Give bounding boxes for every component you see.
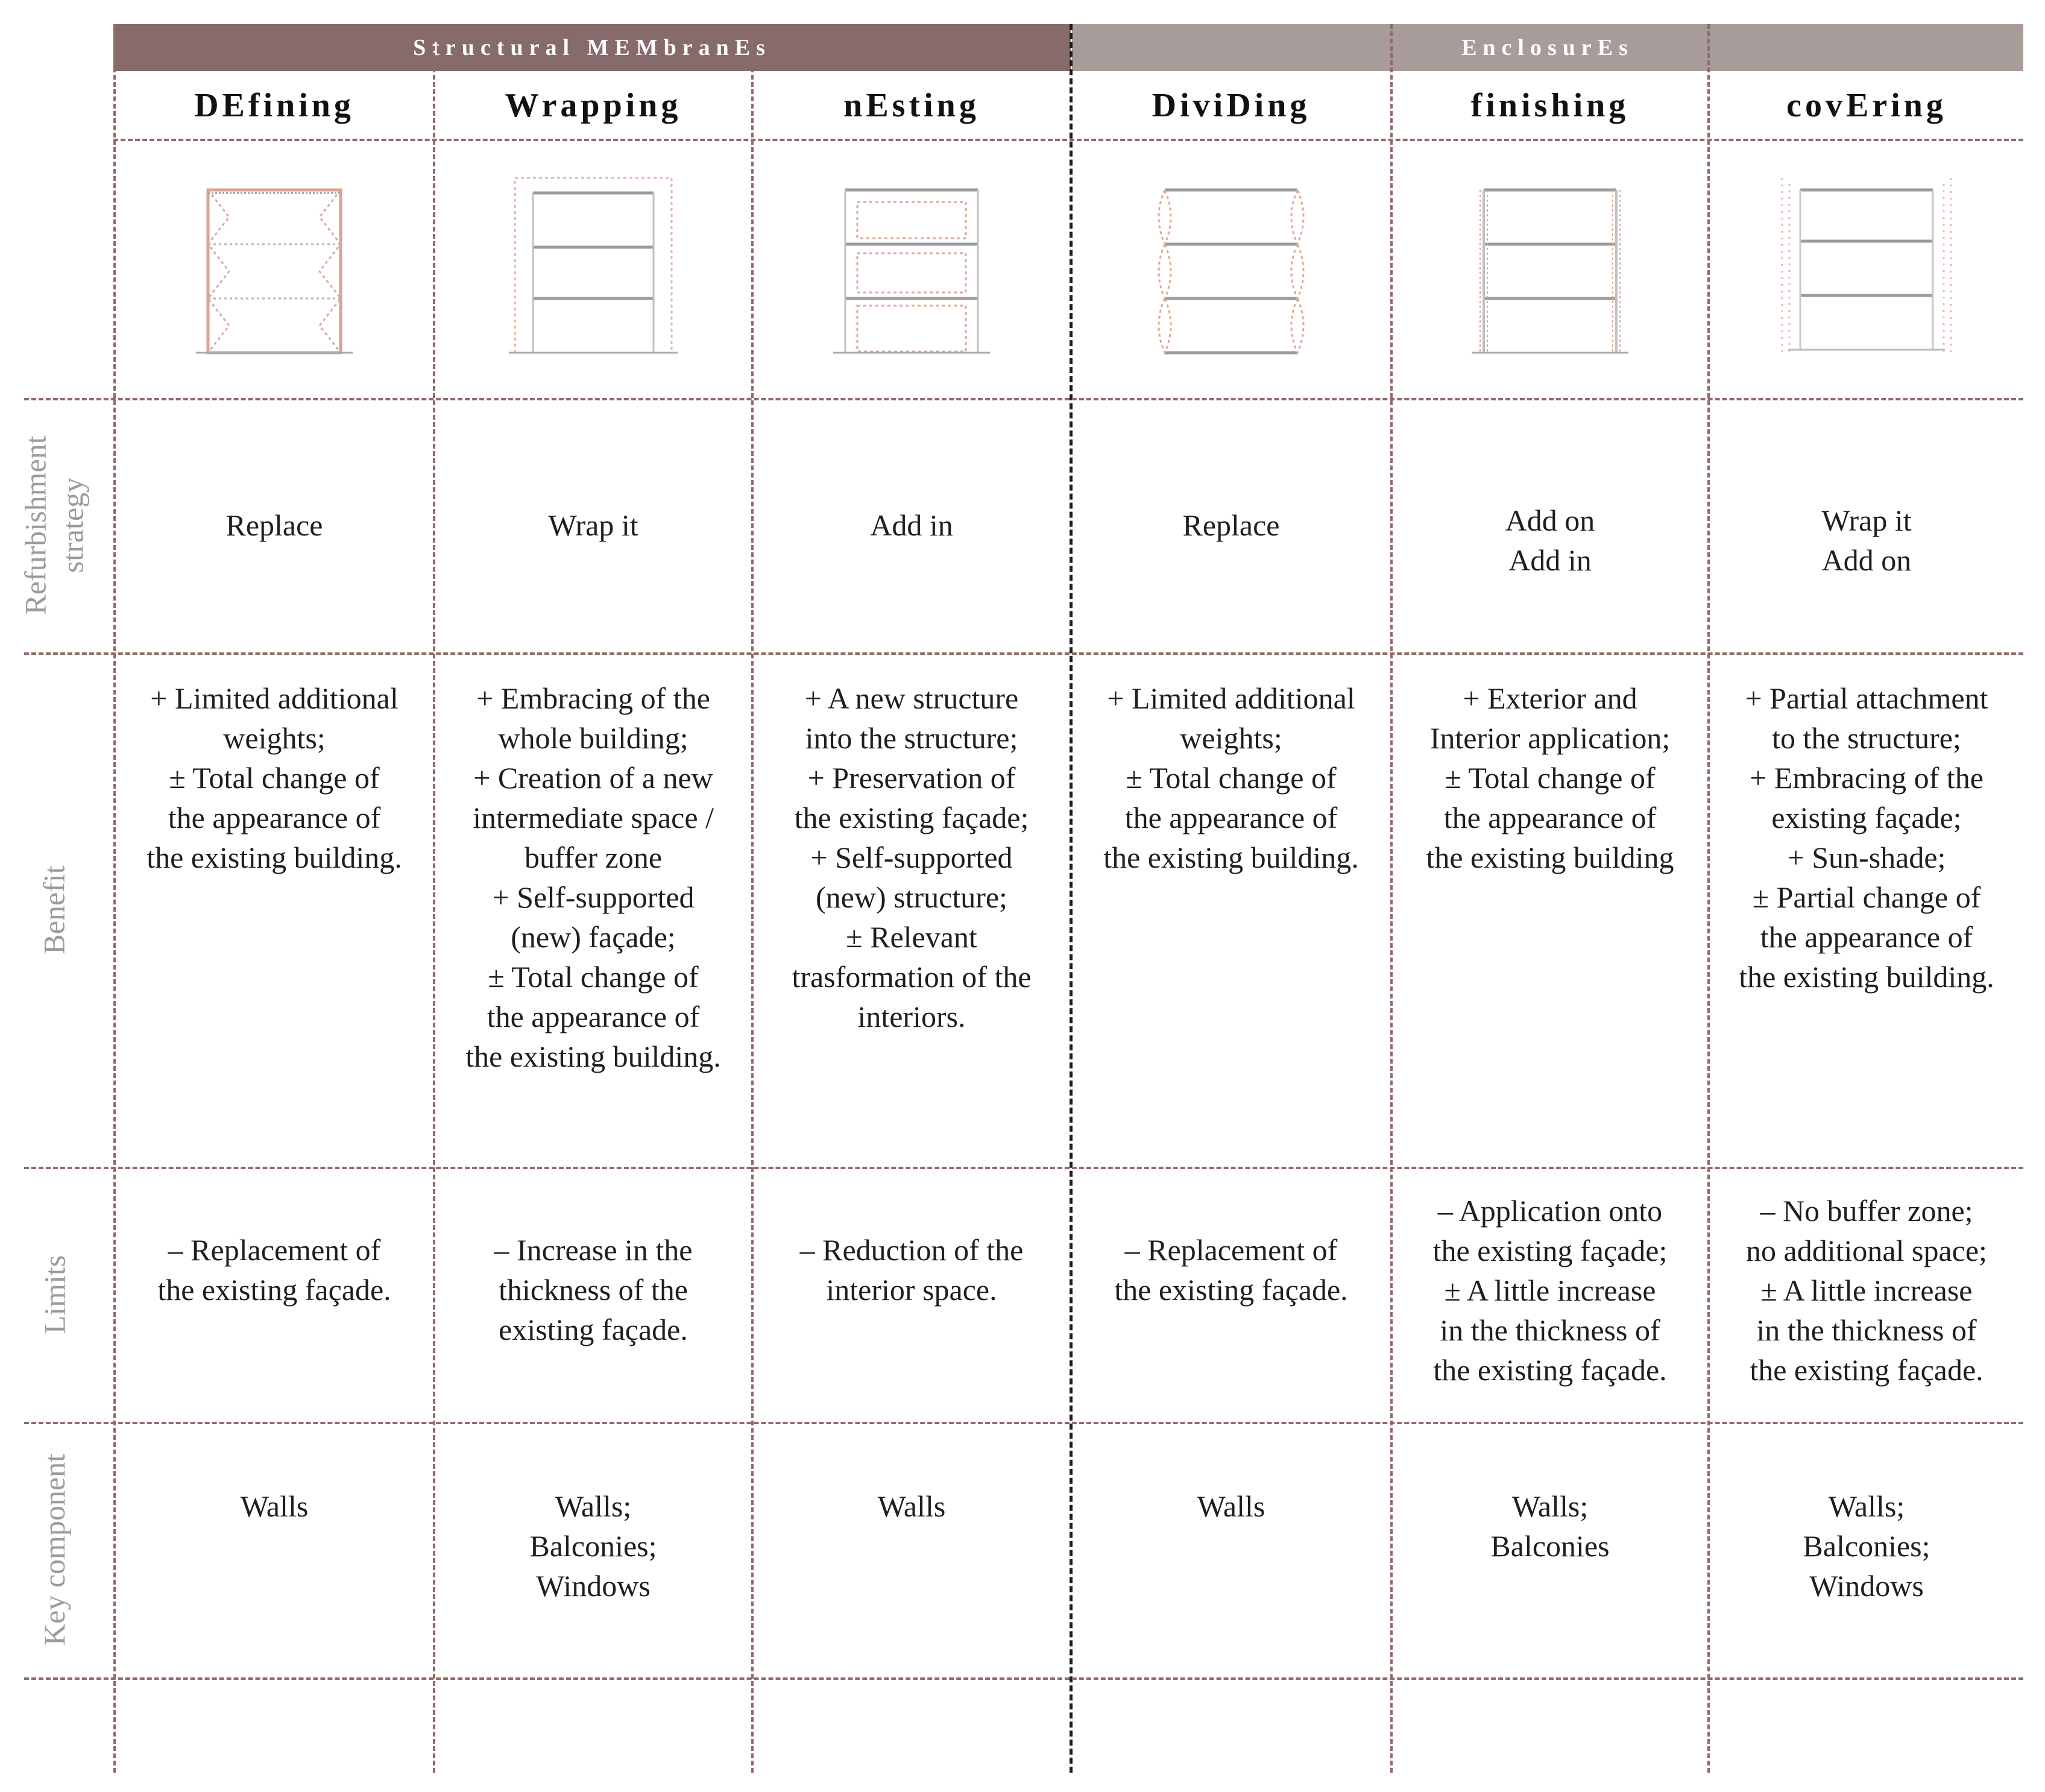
finishing-diagram-icon (1393, 142, 1707, 395)
component-text: Walls (1197, 1489, 1265, 1523)
limits-text: the existing façade. (1114, 1273, 1348, 1307)
benefit-cell-wrapping (435, 678, 751, 1161)
benefit-cell-finishing (1393, 678, 1707, 1161)
grid-line (24, 1677, 2023, 1680)
component-text: Balconies; (1803, 1529, 1930, 1563)
group-header-enclosures: EnclosurEs (1072, 24, 2023, 71)
benefit-text: the appearance of (1443, 801, 1657, 834)
component-text: Walls (240, 1489, 309, 1523)
component-cell-nesting (754, 1486, 1070, 1667)
column-header-covering: covEring (1786, 87, 1947, 124)
benefit-text: the existing building. (147, 841, 402, 874)
benefit-text: the existing building. (465, 1040, 721, 1073)
benefit-text: whole building; (498, 721, 688, 755)
row-label-limits: Limits (37, 1255, 71, 1334)
component-text: Walls; (1828, 1489, 1905, 1523)
limits-text: – Replacement of (168, 1233, 381, 1267)
limits-cell-nesting (754, 1230, 1070, 1411)
benefit-text: + Exterior and (1463, 681, 1637, 715)
limits-text: the existing façade. (1433, 1353, 1667, 1387)
benefit-text: weights; (1180, 721, 1282, 755)
limits-text: existing façade. (499, 1313, 688, 1346)
benefit-text: (new) façade; (511, 920, 676, 954)
strategy-cell-wrapping (435, 398, 751, 652)
column-header-dividing: DiviDing (1152, 87, 1311, 124)
strategy-cell-finishing (1393, 500, 1707, 621)
strategy-text: Add in (870, 508, 953, 542)
benefit-cell-covering (1710, 678, 2023, 1161)
benefit-cell-nesting (754, 678, 1070, 1161)
column-header-nesting: nEsting (843, 87, 980, 124)
limits-cell-covering (1710, 1191, 2023, 1414)
component-cell-defining (116, 1486, 433, 1667)
strategy-cell-dividing (1072, 398, 1390, 652)
row-label-benefit: Benefit (37, 865, 71, 954)
benefit-text: trasformation of the (792, 960, 1032, 994)
component-cell-dividing (1072, 1486, 1390, 1667)
strategy-cell-defining (116, 398, 433, 652)
benefit-text: the appearance of (168, 801, 381, 834)
grid-line (113, 139, 2023, 141)
benefit-cell-dividing (1072, 678, 1390, 1161)
limits-text: no additional space; (1746, 1234, 1987, 1267)
limits-text: in the thickness of (1756, 1313, 1977, 1347)
benefit-text: + Sun-shade; (1787, 841, 1946, 874)
benefit-text: + Embracing of the (1750, 761, 1984, 795)
component-cell-finishing (1393, 1486, 1707, 1667)
limits-text: in the thickness of (1440, 1313, 1660, 1347)
benefit-text: ± Relevant (846, 920, 977, 954)
benefit-text: ± Partial change of (1752, 880, 1981, 914)
strategy-text: Wrap it (1821, 503, 1912, 537)
benefit-text: + Limited additional (150, 681, 399, 715)
limits-text: ± A little increase (1760, 1273, 1973, 1307)
benefit-text: the existing façade; (794, 801, 1029, 834)
benefit-cell-defining (116, 678, 433, 1161)
component-text: Balconies (1490, 1529, 1610, 1563)
limits-text: – Application onto (1437, 1194, 1663, 1228)
limits-text: – Increase in the (494, 1233, 693, 1267)
benefit-text: the existing building. (1739, 960, 1994, 994)
limits-text: interior space. (826, 1273, 997, 1307)
benefit-text: ± Total change of (169, 761, 380, 795)
benefit-text: ± Total change of (1445, 761, 1656, 795)
benefit-text: + Self-supported (492, 880, 695, 914)
benefit-text: the appearance of (1760, 920, 1973, 954)
wrapping-diagram-icon (435, 142, 751, 395)
benefit-text: + Self-supported (810, 841, 1013, 874)
defining-diagram-icon (116, 142, 433, 395)
limits-text: thickness of the (499, 1273, 688, 1307)
benefit-text: + Creation of a new (473, 761, 713, 795)
benefit-text: + A new structure (804, 681, 1019, 715)
strategy-cell-covering (1710, 500, 2023, 621)
benefit-text: the appearance of (1124, 801, 1338, 834)
group-header-structural-membranes: Structural MEMbranEs (113, 24, 1071, 71)
dividing-diagram-icon (1072, 142, 1390, 395)
limits-text: – No buffer zone; (1760, 1194, 1973, 1228)
strategy-text: Wrap it (548, 508, 638, 542)
benefit-text: ± Total change of (1126, 761, 1337, 795)
strategy-text: Add on (1821, 543, 1912, 577)
benefit-text: ± Total change of (488, 960, 699, 994)
column-header-wrapping: Wrapping (505, 87, 682, 124)
grid-line (24, 652, 2023, 655)
benefit-text: buffer zone (524, 841, 663, 874)
column-header-finishing: finishing (1470, 87, 1630, 124)
strategy-text: Replace (225, 508, 323, 542)
grid-line (24, 1422, 2023, 1424)
component-text: Walls; (1511, 1489, 1589, 1523)
component-text: Balconies; (529, 1529, 657, 1563)
benefit-text: the existing building (1426, 841, 1674, 874)
component-cell-covering (1710, 1486, 2023, 1667)
row-label-key-component: Key component (37, 1454, 71, 1645)
component-text: Walls (877, 1489, 946, 1523)
limits-cell-dividing (1072, 1230, 1390, 1411)
limits-text: ± A little increase (1444, 1273, 1656, 1307)
limits-text: the existing façade. (1750, 1353, 1984, 1387)
benefit-text: the existing building. (1103, 841, 1359, 874)
row-label-refurbishment-strategy: Refurbishment strategy (19, 435, 90, 615)
benefit-text: into the structure; (805, 721, 1018, 755)
strategy-text: Add on (1505, 503, 1595, 537)
benefit-text: + Preservation of (807, 761, 1016, 795)
benefit-text: + Partial attachment (1745, 681, 1988, 715)
benefit-text: existing façade; (1771, 801, 1962, 834)
benefit-text: weights; (223, 721, 326, 755)
strategy-cell-nesting (754, 398, 1070, 652)
limits-text: – Replacement of (1124, 1233, 1338, 1267)
limits-text: the existing façade; (1432, 1234, 1668, 1267)
strategy-text: Add in (1508, 543, 1592, 577)
benefit-text: + Embracing of the (476, 681, 710, 715)
nesting-diagram-icon (754, 142, 1070, 395)
benefit-text: intermediate space / (473, 801, 714, 834)
limits-cell-defining (116, 1230, 433, 1411)
benefit-text: Interior application; (1429, 721, 1671, 755)
benefit-text: interiors. (857, 1000, 966, 1033)
component-cell-wrapping (435, 1486, 751, 1667)
strategy-text: Replace (1182, 508, 1280, 542)
component-text: Windows (536, 1569, 651, 1603)
benefit-text: the appearance of (487, 1000, 700, 1033)
limits-cell-wrapping (435, 1230, 751, 1411)
benefit-text: + Limited additional (1107, 681, 1355, 715)
column-header-defining: DEfining (194, 87, 354, 124)
component-text: Windows (1809, 1569, 1924, 1603)
grid-line (24, 1167, 2023, 1169)
limits-cell-finishing (1393, 1191, 1707, 1414)
benefit-text: to the structure; (1772, 721, 1961, 755)
covering-diagram-icon (1710, 142, 2023, 395)
limits-text: – Reduction of the (799, 1233, 1024, 1267)
benefit-text: (new) structure; (816, 880, 1007, 914)
limits-text: the existing façade. (157, 1273, 391, 1307)
component-text: Walls; (555, 1489, 632, 1523)
